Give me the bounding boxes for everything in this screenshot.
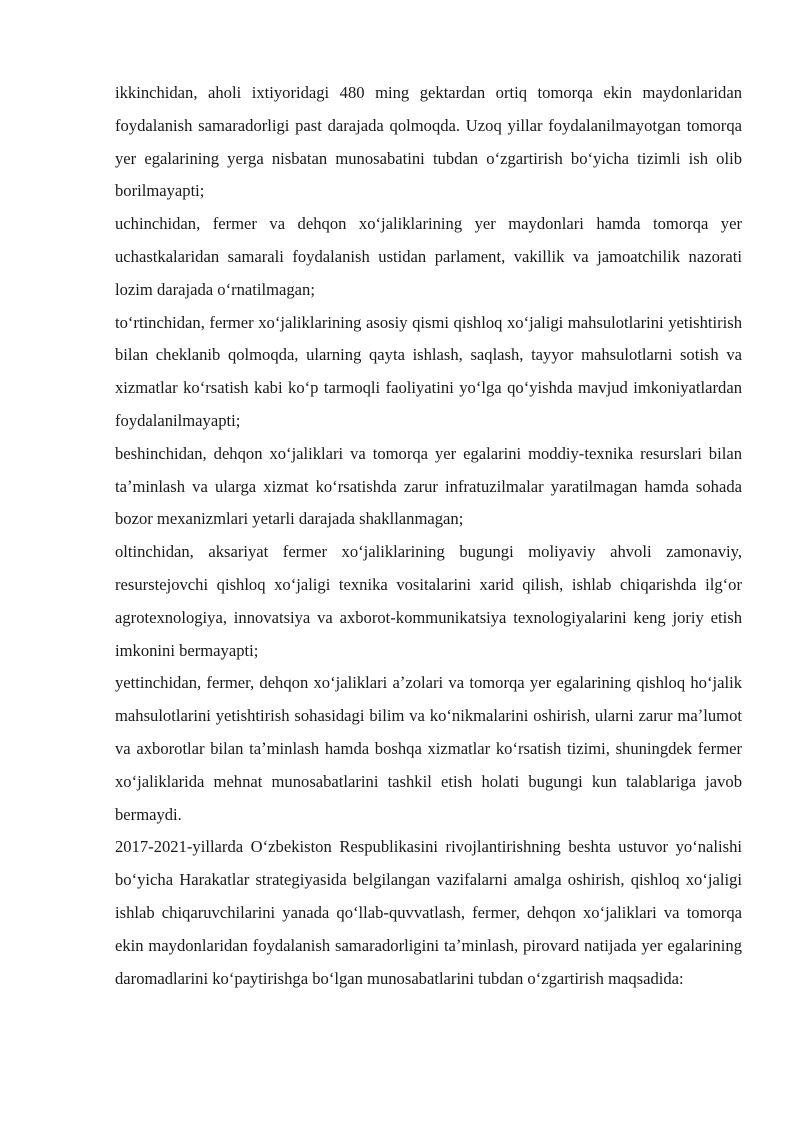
paragraph-tortinchidan: toʻrtinchidan, fermer xoʻjaliklarining asosiy qismi qishloq xoʻjaligi mahsulotlarini yetishtirish bilan cheklanib qolmoqda, ularning qayta ishlash, saqlash, tayyor mahsulotlarni sotish va xizmatlar koʻrsatish kabi koʻp tarmoqli faoliyatini yoʻlga qoʻyishda mavjud imkoniyatlardan foydalanilmayapti; [115, 312, 742, 430]
document-body [115, 77, 742, 995]
paragraph-uchinchidan: uchinchidan, fermer va dehqon xoʻjaliklarining yer maydonlari hamda tomorqa yer uchastkalaridan samarali foydalanish ustidan parlament, vakillik va jamoatchilik nazorati lozim darajada oʻrnatilmagan; [115, 214, 742, 299]
paragraph-ikkinchidan: ikkinchidan, aholi ixtiyoridagi 480 ming gektardan ortiq tomorqa ekin maydonlaridan foydalanish samaradorligi past darajada qolmoqda. Uzoq yillar foydalanilmayotgan tomorqa yer egalarining yerga nisbatan munosabatini tubdan oʻzgartirish boʻyicha tizimli ish olib borilmayapti; [115, 83, 742, 201]
paragraph-beshinchidan: beshinchidan, dehqon xoʻjaliklari va tomorqa yer egalarini moddiy-texnika resurslari bilan taʼminlash va ularga xizmat koʻrsatishda zarur infratuzilmalar yaratilmagan hamda sohada bozor mexanizmlari yetarli darajada shakllanmagan; [115, 443, 742, 529]
paragraph-oltinchidan: oltinchidan, aksariyat fermer xoʻjaliklarining bugungi moliyaviy ahvoli zamonaviy, resurstejovchi qishloq xoʻjaligi texnika vositalarini xarid qilish, ishlab chiqarishda ilgʻor agrotexnologiya, innovatsiya va axborot-kommunikatsiya texnologiyalarini keng joriy etish imkonini bermayapti; [115, 542, 742, 660]
paragraph-maqsadida: 2017-2021-yillarda Oʻzbekiston Respublikasini rivojlantirishning beshta ustuvor yoʻnalishi boʻyicha Harakatlar strategiyasida belgilangan vazifalarni amalga oshirish, qishloq xoʻjaligi ishlab chiqaruvchilarini yanada qoʻllab-quvvatlash, fermer, dehqon xoʻjaliklari va tomorqa ekin maydonlaridan foydalanish samaradorligini taʼminlash, pirovard natijada yer egalarining daromadlarini koʻpaytirishga boʻlgan munosabatlarini tubdan oʻzgartirish maqsadida: [115, 837, 742, 988]
paragraph-yettinchidan: yettinchidan, fermer, dehqon xoʻjaliklari aʼzolari va tomorqa yer egalarining qishloq hoʻjalik mahsulotlarini yetishtirish sohasidagi bilim va koʻnikmalarini oshirish, ularni zarur maʼlumot va axborotlar bilan taʼminlash hamda boshqa xizmatlar koʻrsatish tizimi, shuningdek fermer xoʻjaliklarida mehnat munosabatlarini tashkil etish holati bugungi kun talablariga javob bermaydi. [115, 673, 742, 824]
